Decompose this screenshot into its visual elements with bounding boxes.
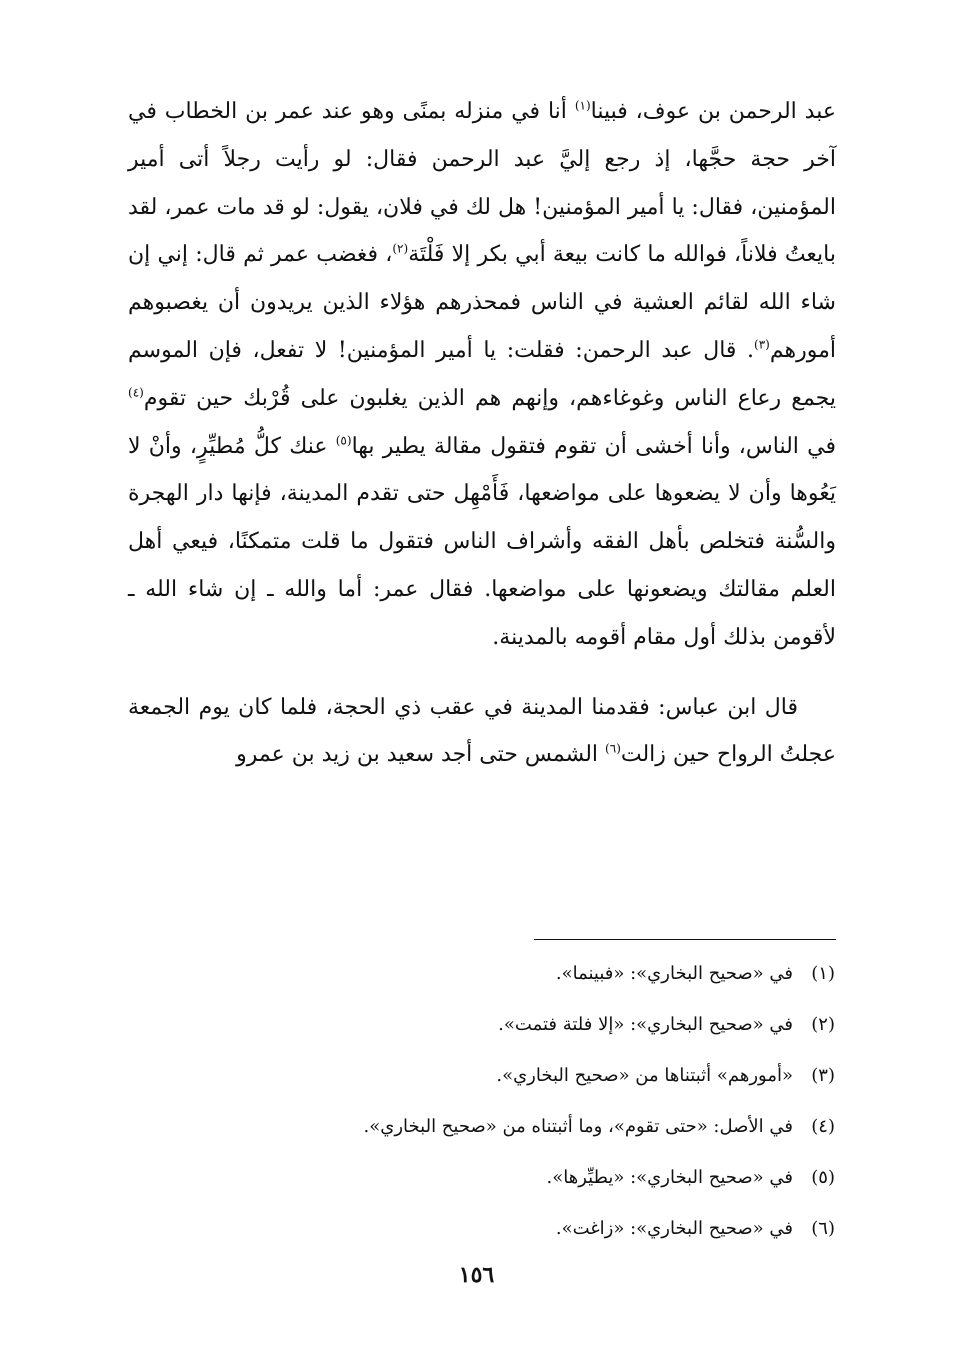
text-segment: عبد الرحمن بن عوف، فبينا xyxy=(590,99,836,124)
footnote-item xyxy=(135,1159,835,1197)
footnote-text: «أمورهم» أثبتناها من «صحيح البخاري». xyxy=(496,1065,793,1086)
text-segment: في الناس، وأنا أخشى أن تقوم فتقول مقالة يطير بها xyxy=(351,433,836,459)
footnote-item xyxy=(135,1057,835,1095)
text-segment: الشمس حتى أجد سعيد بن زيد بن عمرو xyxy=(236,742,606,768)
footnote-item xyxy=(135,1108,835,1146)
footnote-number: (٦) xyxy=(811,1218,835,1239)
footnote-text: في «صحيح البخاري»: «إلا فلتة فتمت». xyxy=(498,1014,793,1035)
footnote-number: (٥) xyxy=(811,1167,835,1188)
footnote-number: (١) xyxy=(811,963,835,984)
footnote-item xyxy=(135,1210,835,1248)
paragraph-1 xyxy=(128,88,836,662)
footnote-ref-6: (٦) xyxy=(605,742,621,757)
page-number: ١٥٦ xyxy=(458,1262,495,1288)
paragraph-2 xyxy=(128,684,836,780)
main-text xyxy=(128,88,836,779)
footnote-ref-2: (٢) xyxy=(392,242,409,257)
footnote-ref-1: (١) xyxy=(574,98,591,113)
footnote-text: في «صحيح البخاري»: «فبينما». xyxy=(555,963,793,984)
footnote-item xyxy=(135,955,835,993)
footnote-number: (٣) xyxy=(811,1065,835,1086)
footnotes-list xyxy=(135,955,835,1261)
text-segment: عنك كلُّ مُطيِّرٍ، وأنْ لا يَعُوها وأن لا يضعوها على مواضعها، فَأَمْهِل حتى تقدم المدينة، فإنها دار الهجرة والسُّنة فتخلص بأهل الفقه وأشراف الناس فتقول ما قلت متمكنًا، فيعي أهل العلم مقالتك ويضعونها على مواضعها. فقال عمر: أما والله ـ إن شاء الله ـ لأقومن بذلك أول مقام أقومه بالمدينة. xyxy=(128,433,836,650)
footnote-number: (٤) xyxy=(811,1116,835,1137)
text-segment: . قال عبد الرحمن: فقلت: يا أمير المؤمنين! لا تفعل، فإن الموسم يجمع رعاع الناس وغوغاءهم، وإنهم هم الذين يغلبون على قُرْبك حين تقوم xyxy=(128,337,836,411)
footnote-ref-5: (٥) xyxy=(335,433,352,448)
text-segment: قال ابن عباس: فقدمنا المدينة في عقب ذي الحجة، فلما كان يوم الجمعة عجلتُ الرواح حين زالت xyxy=(128,694,836,768)
footnote-number: (٢) xyxy=(811,1014,835,1035)
footnote-separator xyxy=(534,939,836,940)
footnote-ref-3: (٣) xyxy=(754,337,770,352)
footnote-ref-4: (٤) xyxy=(128,385,144,400)
footnote-text: في الأصل: «حتى تقوم»، وما أثبتناه من «صحيح البخاري». xyxy=(363,1116,793,1137)
footnote-text: في «صحيح البخاري»: «يطيِّرها». xyxy=(546,1167,793,1188)
text-segment: أنا في منزله بمنًى وهو عند عمر بن الخطاب في آخر حجة حجَّها، إذ رجع إليَّ عبد الرحمن فقال: لو رأيت رجلاً أتى أمير المؤمنين، فقال: يا أمير المؤمنين! هل لك في فلان، يقول: لو قد مات عمر، لقد بايعتُ فلاناً، فوالله ما كانت بيعة أبي بكر إلا فَلْتَة xyxy=(128,99,836,268)
footnote-item xyxy=(135,1006,835,1044)
footnote-text: في «صحيح البخاري»: «زاغت». xyxy=(555,1218,793,1239)
text-segment: ، فغضب عمر ثم قال: إني إن شاء الله لقائم العشية في الناس فمحذرهم هؤلاء الذين يريدون أن يغصبوهم أمورهم xyxy=(128,242,836,363)
